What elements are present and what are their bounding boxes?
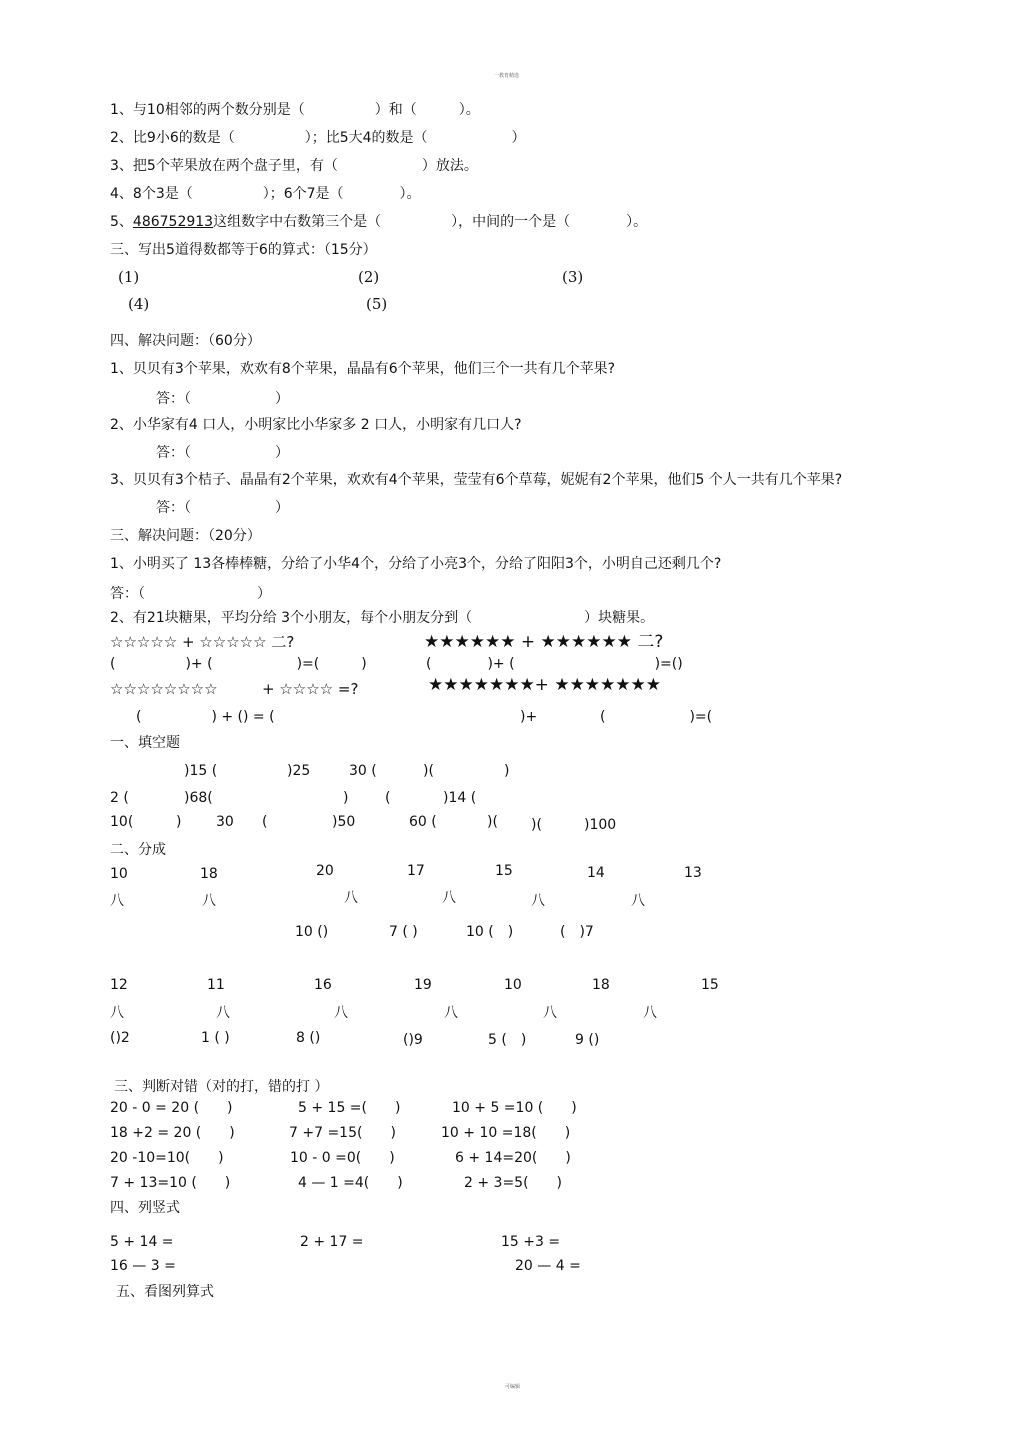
count-blank: )( <box>423 763 434 779</box>
split-branch: 八 <box>543 1005 557 1021</box>
split-number: 10 <box>110 866 128 882</box>
count-blank: ) <box>343 790 349 806</box>
count-blank: )100 <box>584 817 617 833</box>
equation-marker-5: (5) <box>366 295 388 313</box>
judge-item: 5 + 15 =( ) <box>298 1100 401 1116</box>
split-branch: 八 <box>110 1005 124 1021</box>
split-number: 18 <box>592 977 610 993</box>
split-part: 9 () <box>575 1032 600 1048</box>
split-branch: 八 <box>216 1005 230 1021</box>
problem-2: 2、小华家有4 口人，小明家比小华家多 2 口人，小明家有几口人? <box>110 417 522 433</box>
split-branch: 八 <box>344 890 358 906</box>
split-branch: 八 <box>110 893 124 909</box>
page-header: 一教育精选 <box>494 73 520 79</box>
split-number: 19 <box>414 977 432 993</box>
count-blank: )25 <box>287 763 311 779</box>
answer-3: 答：（ ） <box>156 500 289 516</box>
filled-star-row: ★★★★★★★+ ★★★★★★★ <box>428 675 662 695</box>
section-title-picture: 五、看图列算式 <box>116 1284 214 1300</box>
section-title-true-false: 三、判断对错（对的打，错的打 ） <box>114 1079 329 1095</box>
question-2: 2、比9小6的数是（ ）；比5大4的数是（ ） <box>110 130 526 146</box>
section-title-vertical: 四、列竖式 <box>110 1200 180 1216</box>
hollow-star-group: ☆☆☆☆☆☆☆☆ <box>110 680 218 698</box>
question-5-prefix: 5、 <box>110 214 133 230</box>
split-number: 20 <box>316 863 334 879</box>
split-branch: 八 <box>202 893 216 909</box>
split-part: ( )7 <box>560 924 594 940</box>
split-number: 18 <box>200 866 218 882</box>
candy-problem-1: 1、小明买了 13各棒棒糖，分给了小华4个，分给了小亮3个，分给了阳阳3个，小明自己还剩几个? <box>110 556 722 572</box>
count-blank: 30 ( <box>349 763 377 779</box>
digit-sequence: 486752913 <box>132 214 214 230</box>
split-part: 1 ( ) <box>201 1030 230 1046</box>
question-1: 1、与10相邻的两个数分别是（ ）和（ ）。 <box>110 102 480 118</box>
split-branch: 八 <box>442 890 456 906</box>
hollow-star-equation: ☆☆☆☆☆ + ☆☆☆☆☆ 二? <box>110 633 295 651</box>
count-blank: )( <box>487 814 498 830</box>
split-number: 14 <box>587 865 605 881</box>
count-blank: ( <box>385 790 391 806</box>
equation-marker-2: (2) <box>358 268 380 286</box>
section-title-problems-20: 三、解决问题：（20分） <box>110 528 261 544</box>
candy-problem-2: 2、有21块糖果，平均分给 3个小朋友，每个小朋友分到（ ）块糖果。 <box>110 610 655 626</box>
split-part: 10 ( ) <box>466 924 514 940</box>
split-number: 15 <box>701 977 719 993</box>
equation-marker-1: (1) <box>118 268 140 286</box>
judge-item: 7 +7 =15( ) <box>289 1125 396 1141</box>
candy-answer-1: 答：（ ） <box>110 586 271 602</box>
hollow-star-blanks: ( )+ ( )=( ) <box>110 656 367 672</box>
judge-item: 20 - 0 = 20 ( ) <box>110 1100 233 1116</box>
judge-item: 6 + 14=20( ) <box>455 1150 571 1166</box>
star-blanks-row-b: )+ <box>520 709 538 725</box>
vertical-expression: 5 + 14 = <box>110 1234 174 1250</box>
judge-item: 7 + 13=10 ( ) <box>110 1175 231 1191</box>
count-blank: 10( <box>110 814 134 830</box>
judge-item: 4 — 1 =4( ) <box>298 1175 403 1191</box>
vertical-expression: 15 +3 = <box>501 1234 561 1250</box>
split-part: 7 ( ) <box>389 924 418 940</box>
vertical-expression: 16 — 3 = <box>110 1258 176 1274</box>
split-number: 13 <box>684 865 702 881</box>
vertical-expression: 20 — 4 = <box>515 1258 581 1274</box>
count-blank: ( <box>262 814 268 830</box>
question-5 <box>110 215 647 229</box>
answer-1: 答：（ ） <box>156 391 289 407</box>
split-part: 8 () <box>296 1030 321 1046</box>
count-blank: ) <box>504 763 510 779</box>
section-title-split: 二、分成 <box>110 842 166 858</box>
split-number: 11 <box>207 977 225 993</box>
split-branch: 八 <box>531 893 545 909</box>
count-blank: 30 <box>216 814 234 830</box>
section-title-equations: 三、写出5道得数都等于6的算式：（15分） <box>110 242 377 258</box>
count-blank: 60 ( <box>409 814 437 830</box>
filled-star-equation: ★★★★★★ + ★★★★★★ 二? <box>424 632 664 652</box>
split-part: 5 ( ) <box>488 1032 527 1048</box>
filled-star-blanks: ( )+ ( )=() <box>426 656 683 672</box>
star-blanks-row-c: ( )=( <box>600 709 713 725</box>
split-number: 15 <box>495 863 513 879</box>
equation-marker-4: (4) <box>128 295 150 313</box>
split-part: ()9 <box>403 1032 423 1048</box>
split-branch: 八 <box>444 1005 458 1021</box>
split-number: 12 <box>110 977 128 993</box>
split-number: 16 <box>314 977 332 993</box>
page-footer: 可编辑 <box>505 1384 521 1390</box>
split-part: ()2 <box>110 1030 130 1046</box>
split-number: 10 <box>504 977 522 993</box>
vertical-expression: 2 + 17 = <box>300 1234 364 1250</box>
count-blank: )14 ( <box>443 790 477 806</box>
star-blanks-row-a: ( ) + () = ( <box>136 709 275 725</box>
problem-3: 3、贝贝有3个桔子、晶晶有2个苹果，欢欢有4个苹果，莹莹有6个草莓，妮妮有2个苹果，他们5 个人一共有几个苹果? <box>110 472 843 488</box>
count-blank: )68( <box>184 790 213 806</box>
judge-item: 10 + 5 =10 ( ) <box>452 1100 577 1116</box>
judge-item: 2 + 3=5( ) <box>464 1175 563 1191</box>
split-branch: 八 <box>334 1005 348 1021</box>
split-branch: 八 <box>631 893 645 909</box>
split-part: 10 () <box>295 924 329 940</box>
question-3: 3、把5个苹果放在两个盘子里，有（ ）放法。 <box>110 158 478 174</box>
answer-2: 答：（ ） <box>156 445 289 461</box>
judge-item: 20 -10=10( ) <box>110 1150 224 1166</box>
hollow-star-addend: + ☆☆☆☆ =? <box>262 680 359 698</box>
problem-1: 1、贝贝有3个苹果，欢欢有8个苹果，晶晶有6个苹果，他们三个一共有几个苹果? <box>110 361 616 377</box>
judge-item: 10 + 10 =18( ) <box>441 1125 571 1141</box>
judge-item: 10 - 0 =0( ) <box>290 1150 395 1166</box>
count-blank: )50 <box>332 814 356 830</box>
split-number: 17 <box>407 863 425 879</box>
section-title-problems-60: 四、解决问题：（60分） <box>110 333 261 349</box>
equation-marker-3: (3) <box>562 268 584 286</box>
split-branch: 八 <box>643 1005 657 1021</box>
count-blank: )( <box>531 817 542 833</box>
count-blank: 2 ( <box>110 790 129 806</box>
question-5-suffix: 这组数字中右数第三个是（ ），中间的一个是（ ）。 <box>213 214 648 230</box>
section-title-fill-blank: 一、填空题 <box>110 735 180 751</box>
count-blank: )15 ( <box>184 763 218 779</box>
judge-item: 18 +2 = 20 ( ) <box>110 1125 235 1141</box>
question-4: 4、8个3是（ ）；6个7是（ ）。 <box>110 186 421 202</box>
count-blank: ) <box>176 814 182 830</box>
